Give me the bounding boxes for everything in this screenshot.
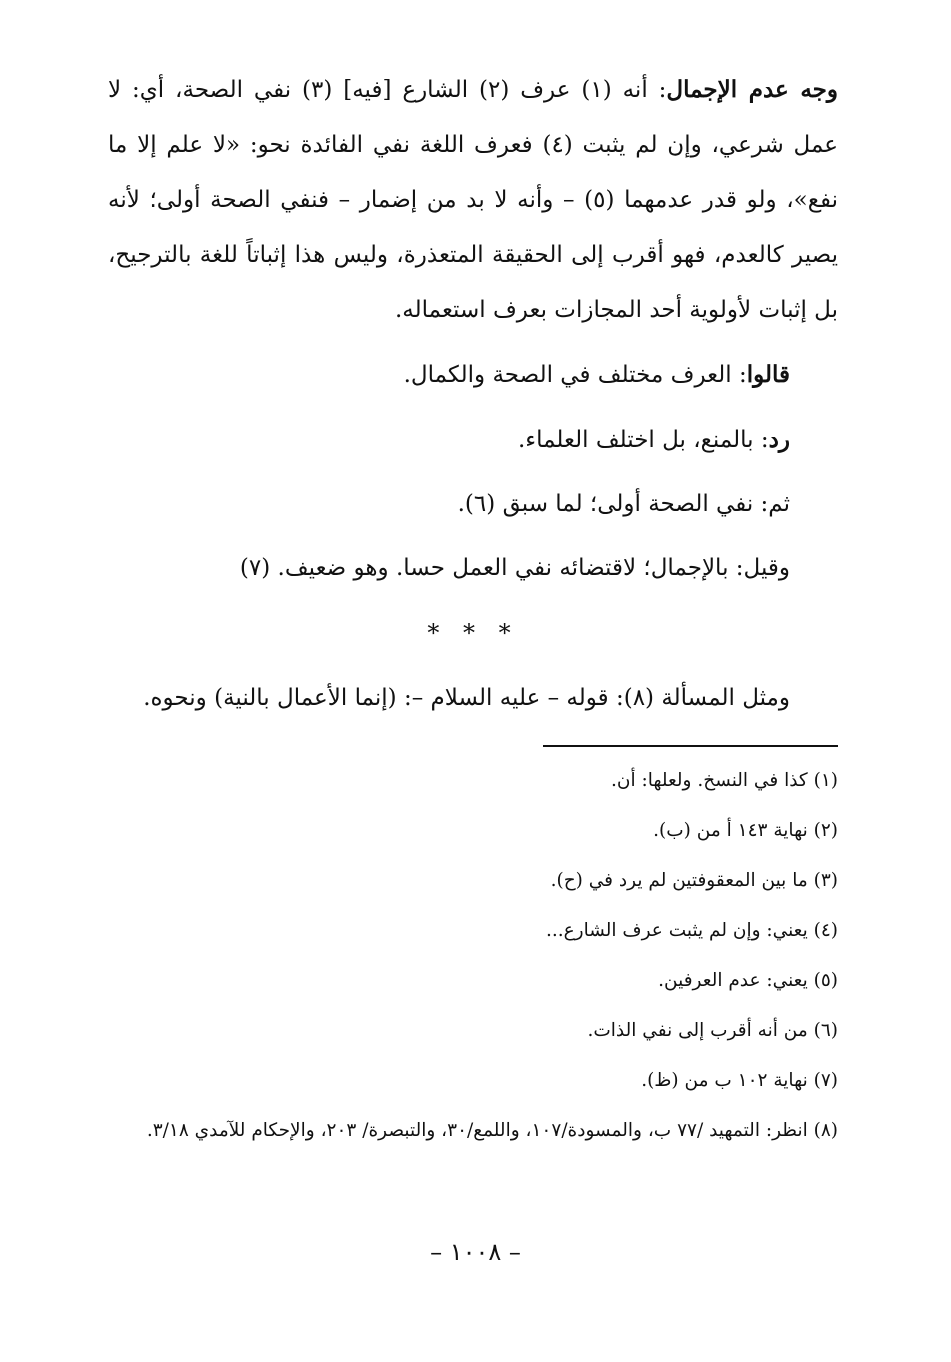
main-text xyxy=(108,62,838,726)
footnote-5: (٥) يعني: عدم العرفين. xyxy=(658,970,838,991)
text-objection: : العرف مختلف في الصحة والكمال. xyxy=(403,362,747,388)
footnotes xyxy=(108,756,838,1156)
footnote-3: (٣) ما بين المعقوفتين لم يرد في (ح). xyxy=(550,870,838,891)
paragraph-objection xyxy=(108,347,838,403)
footnote-divider xyxy=(543,745,838,747)
page-number: – ١٠٠٨ – xyxy=(430,1238,521,1266)
footnote-4: (٤) يعني: وإن لم يثبت عرف الشارع... xyxy=(545,920,838,941)
paragraph-then: ثم: نفي الصحة أولى؛ لما سبق (٦). xyxy=(457,491,790,517)
footnote-1: (١) كذا في النسخ. ولعلها: أن. xyxy=(610,770,838,791)
heading-objection: قالوا xyxy=(746,361,790,388)
footnote-6: (٦) من أنه أقرب إلى نفي الذات. xyxy=(587,1020,838,1041)
paragraph-it-was-said: وقيل: بالإجمال؛ لاقتضائه نفي العمل حسا. وهو ضعيف. (٧) xyxy=(239,555,790,581)
footnote-7: (٧) نهاية ١٠٢ ب من (ظ). xyxy=(641,1070,838,1091)
paragraph-non-ambiguity xyxy=(108,62,838,338)
paragraph-reply xyxy=(108,412,838,468)
footnote-8: (٨) انظر: التمهيد /٧٧ ب، والمسودة/١٠٧، واللمع/٣٠، والتبصرة/ ٢٠٣، والإحكام للآمدي ٣/١٨. xyxy=(146,1120,838,1141)
heading-reply: رد xyxy=(768,426,790,453)
text-reply: : بالمنع، بل اختلف العلماء. xyxy=(517,427,769,453)
paragraph-example: ومثل المسألة (٨): قوله – عليه السلام –: (إنما الأعمال بالنية) ونحوه. xyxy=(143,685,790,711)
heading-non-ambiguity: وجه عدم الإجمال xyxy=(666,76,839,103)
section-separator: * * * xyxy=(427,619,519,647)
text-non-ambiguity: : أنه (١) عرف (٢) الشارع [فيه] (٣) نفي الصحة، أي: لا عمل شرعي، وإن لم يثبت (٤) فعرف اللغة نفي الفائدة نحو: «لا علم إلا ما نفع»، ولو قدر عدمهما (٥) – وأنه لا بد من إضمار – فنفي الصحة أولى؛ لأنه يصير كالعدم، فهو أقرب إلى الحقيقة المتعذرة، وليس هذا إثباتاً للغة بالترجيح، بل إثبات لأولوية أحد المجازات بعرف استعماله. xyxy=(108,77,838,323)
footnote-2: (٢) نهاية ١٤٣ أ من (ب). xyxy=(653,820,838,841)
